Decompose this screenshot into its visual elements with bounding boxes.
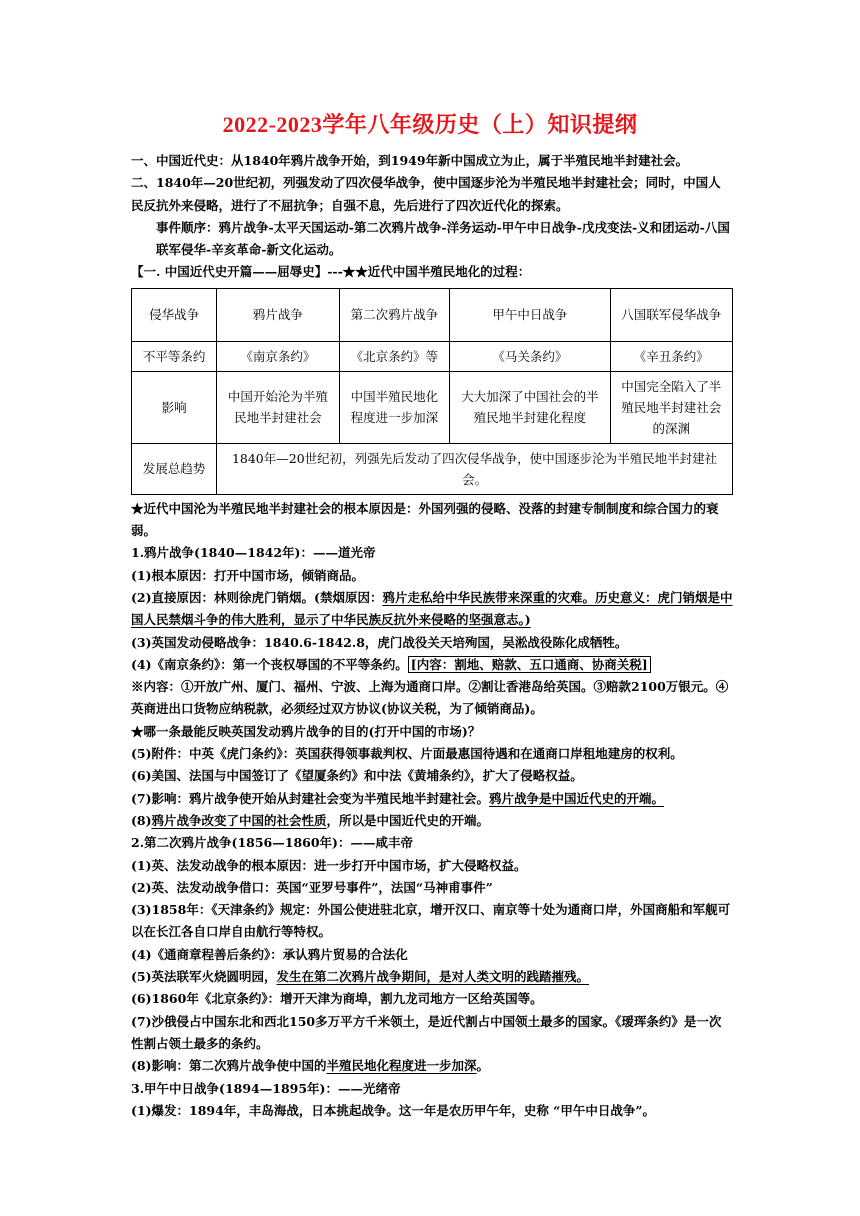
- table-cell: 中国半殖民地化程度进一步加深: [339, 371, 450, 443]
- intro-paragraph-1: 一、中国近代史：从1840年鸦片战争开始，到1949年新中国成立为止，属于半殖民地半封建社会。: [131, 153, 689, 168]
- table-cell: 《南京条约》: [217, 341, 339, 371]
- table-cell: 1840年—20世纪初，列强先后发动了四次侵华战争，使中国逐步沦为半殖民地半封建社会。: [217, 443, 733, 494]
- list-item: ※内容：①开放广州、厦门、福州、宁波、上海为通商口岸。②割让香港岛给英国。③赔款2100万银元。④英商进出口货物应纳税款，必须经过双方协议(协议关税，为了倾销商品)。: [131, 679, 729, 717]
- list-item: (3)英国发动侵略战争：1840.6-1842.8，虎门战役关天培殉国，吴淞战役陈化成牺牲。: [131, 634, 628, 650]
- event-order: 事件顺序：鸦片战争-太平天国运动-第二次鸦片战争-洋务运动-甲午中日战争-戊戌变法-义和团运动-八国联军侵华-辛亥革命-新文化运动。: [156, 219, 730, 258]
- list-item: (6)美国、法国与中国签订了《望厦条约》和中法《黄埔条约》，扩大了侵略权益。: [131, 768, 583, 784]
- underlined-text: 发生在第二次鸦片战争期间，是对人类文明的践踏摧残。: [276, 969, 590, 985]
- table-row: [132, 371, 733, 443]
- list-item: (7)沙俄侵占中国东北和西北150多万平方千米领土，是近代割占中国领土最多的国家。《瑷珲条约》是一次性割占领土最多的条约。: [131, 1013, 722, 1051]
- table-cell: 影响: [132, 371, 217, 443]
- intro-paragraph-2: 二、1840年—20世纪初，列强发动了四次侵华战争，使中国逐步沦为半殖民地半封建社会；同时，中国人民反抗外来侵略，进行了不屈抗争；自强不息，先后进行了四次近代化的探索。: [131, 175, 721, 213]
- list-item: (1)爆发：1894年，丰岛海战，日本挑起战争。这一年是农历甲午年，史称 “甲午中日战争”。: [131, 1102, 656, 1118]
- history-table: [131, 288, 733, 495]
- list-item: (8)鸦片战争改变了中国的社会性质，所以是中国近代史的开端。: [131, 812, 490, 828]
- section-title-second-opium-war: 2.第二次鸦片战争(1856—1860年)：——咸丰帝: [131, 835, 413, 851]
- table-cell: 第二次鸦片战争: [339, 288, 450, 341]
- table-cell: 八国联军侵华战争: [610, 288, 732, 341]
- boxed-note: [内容：割地、赔款、五口通商、协商关税]: [408, 656, 651, 673]
- table-cell: 大大加深了中国社会的半殖民地半封建化程度: [450, 371, 610, 443]
- list-item: (3)1858年：《天津条约》规定：外国公使进驻北京，增开汉口、南京等十处为通商口岸，外国商船和军舰可以在长江各自口岸自由航行等特权。: [131, 902, 731, 940]
- table-row: [132, 443, 733, 494]
- underlined-text: 半殖民地化程度进一步加深: [326, 1058, 477, 1074]
- table-cell: 不平等条约: [132, 341, 217, 371]
- table-cell: 中国开始沦为半殖民地半封建社会: [217, 371, 339, 443]
- table-cell: 鸦片战争: [217, 288, 339, 341]
- list-item: (5)英法联军火烧圆明园，发生在第二次鸦片战争期间，是对人类文明的践踏摧残。: [131, 969, 590, 985]
- table-cell: 侵华战争: [132, 288, 217, 341]
- document-title: 2022-2023学年八年级历史（上）知识提纲: [222, 112, 638, 137]
- list-item: (1)根本原因：打开中国市场，倾销商品。: [131, 567, 365, 583]
- table-cell: 发展总趋势: [132, 443, 217, 494]
- underlined-text: 鸦片走私给中华民族带来深重的灾难。历史意义：虎门销烟是中国人民禁烟斗争的伟大胜利，显示了中华民族反抗外来侵略的坚强意志。): [131, 589, 733, 628]
- root-cause: ★近代中国沦为半殖民地半封建社会的根本原因是：外国列强的侵略、没落的封建专制制度和综合国力的衰弱。: [131, 500, 719, 539]
- underlined-text: 鸦片战争改变了中国的社会性质: [151, 812, 327, 828]
- table-cell: 《北京条约》等: [339, 341, 450, 371]
- list-item: (8)影响：第二次鸦片战争使中国的半殖民地化程度进一步加深。: [131, 1058, 490, 1074]
- section-title-opium-war: 1.鸦片战争(1840—1842年)：——道光帝: [131, 545, 376, 561]
- list-item: (2)英、法发动战争借口：英国“亚罗号事件”，法国“马神甫事件”: [131, 879, 493, 895]
- question-line: ★哪一条最能反映英国发动鸦片战争的目的(打开中国的市场)？: [131, 723, 481, 739]
- table-cell: 《辛丑条约》: [610, 341, 732, 371]
- table-row: [132, 288, 733, 341]
- list-item: (4)《南京条约》：第一个丧权辱国的不平等条约。 [内容：割地、赔款、五口通商、协商关税]: [131, 654, 733, 676]
- list-item: (2)直接原因：林则徐虎门销烟。(禁烟原因：鸦片走私给中华民族带来深重的灾难。历史意义：虎门销烟是中国人民禁烟斗争的伟大胜利，显示了中华民族反抗外来侵略的坚强意志。): [131, 589, 733, 628]
- section-title-sino-japanese-war: 3.甲午中日战争(1894—1895年)：——光绪帝: [131, 1080, 401, 1096]
- table-cell: 中国完全陷入了半殖民地半封建社会的深渊: [610, 371, 732, 443]
- section-heading: 【一. 中国近代史开篇——屈辱史】---★★近代中国半殖民地化的过程：: [131, 264, 531, 280]
- table-row: [132, 341, 733, 371]
- document-content: [131, 150, 733, 1122]
- list-item: (1)英、法发动战争的根本原因：进一步打开中国市场，扩大侵略权益。: [131, 857, 527, 873]
- table-cell: 《马关条约》: [450, 341, 610, 371]
- list-item: (5)附件：中英《虎门条约》：英国获得领事裁判权、片面最惠国待遇和在通商口岸租地建房的权利。: [131, 746, 683, 762]
- underlined-text: 鸦片战争是中国近代史的开端。: [489, 790, 665, 806]
- list-item: (6)1860年《北京条约》：增开天津为商埠，割九龙司地方一区给英国等。: [131, 991, 543, 1007]
- list-item: (7)影响：鸦片战争使开始从封建社会变为半殖民地半封建社会。鸦片战争是中国近代史的开端。: [131, 790, 665, 806]
- list-item: (4)《通商章程善后条约》：承认鸦片贸易的合法化: [131, 946, 408, 962]
- table-cell: 甲午中日战争: [450, 288, 610, 341]
